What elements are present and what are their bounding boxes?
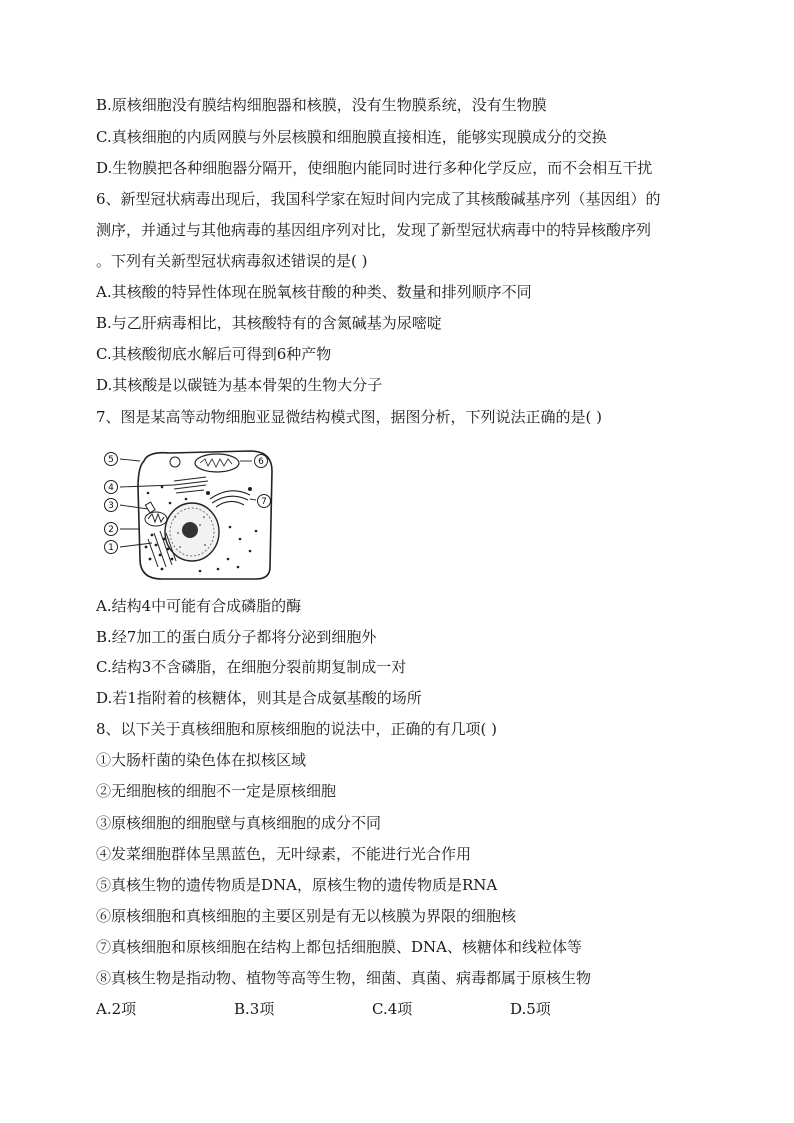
label-4: 4	[108, 483, 114, 493]
statement-6: ⑥原核细胞和真核细胞的主要区别是有无以核膜为界限的细胞核	[96, 907, 517, 925]
animal-cell-diagram	[100, 447, 280, 583]
label-1: 1	[108, 543, 114, 553]
question-6-stem-2: 测序，并通过与其他病毒的基因组序列对比，发现了新型冠状病毒中的特异核酸序列	[96, 221, 652, 239]
answer-options-8	[96, 998, 706, 1018]
label-3: 3	[108, 501, 114, 511]
label-7: 7	[261, 497, 267, 507]
statement-5: ⑤真核生物的遗传物质是DNA，原核生物的遗传物质是RNA	[96, 876, 498, 894]
question-6-stem-1: 6、新型冠状病毒出现后，我国科学家在短时间内完成了其核酸碱基序列（基因组）的	[96, 190, 661, 208]
option-5b: B.原核细胞没有膜结构细胞器和核膜，没有生物膜系统，没有生物膜	[96, 96, 547, 114]
label-5: 5	[108, 455, 114, 465]
option-6d: D.其核酸是以碳链为基本骨架的生物大分子	[96, 376, 383, 394]
statement-1: ①大肠杆菌的染色体在拟核区域	[96, 751, 307, 769]
answer-option-a: A.2项	[96, 1000, 137, 1018]
option-7c: C.结构3不含磷脂，在细胞分裂前期复制成一对	[96, 658, 407, 676]
question-7-stem: 7、图是某高等动物细胞亚显微结构模式图，据图分析，下列说法正确的是( )	[96, 408, 603, 426]
statement-3: ③原核细胞的细胞壁与真核细胞的成分不同	[96, 814, 382, 832]
option-5d: D.生物膜把各种细胞器分隔开，使细胞内能同时进行多种化学反应，而不会相互干扰	[96, 159, 653, 177]
question-6-stem-3: 。下列有关新型冠状病毒叙述错误的是( )	[96, 252, 368, 270]
statement-2: ②无细胞核的细胞不一定是原核细胞	[96, 782, 337, 800]
option-6b: B.与乙肝病毒相比，其核酸特有的含氮碱基为尿嘧啶	[96, 314, 442, 332]
label-2: 2	[108, 525, 114, 535]
option-6c: C.其核酸彻底水解后可得到6种产物	[96, 345, 332, 363]
statement-8: ⑧真核生物是指动物、植物等高等生物，细菌、真菌、病毒都属于原核生物	[96, 969, 592, 987]
option-7d: D.若1指附着的核糖体，则其是合成氨基酸的场所	[96, 689, 422, 707]
option-6a: A.其核酸的特异性体现在脱氧核苷酸的种类、数量和排列顺序不同	[96, 283, 532, 301]
question-8-stem: 8、以下关于真核细胞和原核细胞的说法中，正确的有几项( )	[96, 720, 498, 738]
option-7b: B.经7加工的蛋白质分子都将分泌到细胞外	[96, 628, 377, 646]
label-6: 6	[258, 457, 264, 467]
statement-4: ④发菜细胞群体呈黑蓝色，无叶绿素，不能进行光合作用	[96, 845, 472, 863]
statement-7: ⑦真核细胞和原核细胞在结构上都包括细胞膜、DNA、核糖体和线粒体等	[96, 938, 582, 956]
option-7a: A.结构4中可能有合成磷脂的酶	[96, 597, 302, 615]
answer-option-c: C.4项	[372, 1000, 413, 1018]
answer-option-d: D.5项	[510, 1000, 551, 1018]
option-5c: C.真核细胞的内质网膜与外层核膜和细胞膜直接相连，能够实现膜成分的交换	[96, 128, 607, 146]
answer-option-b: B.3项	[234, 1000, 275, 1018]
